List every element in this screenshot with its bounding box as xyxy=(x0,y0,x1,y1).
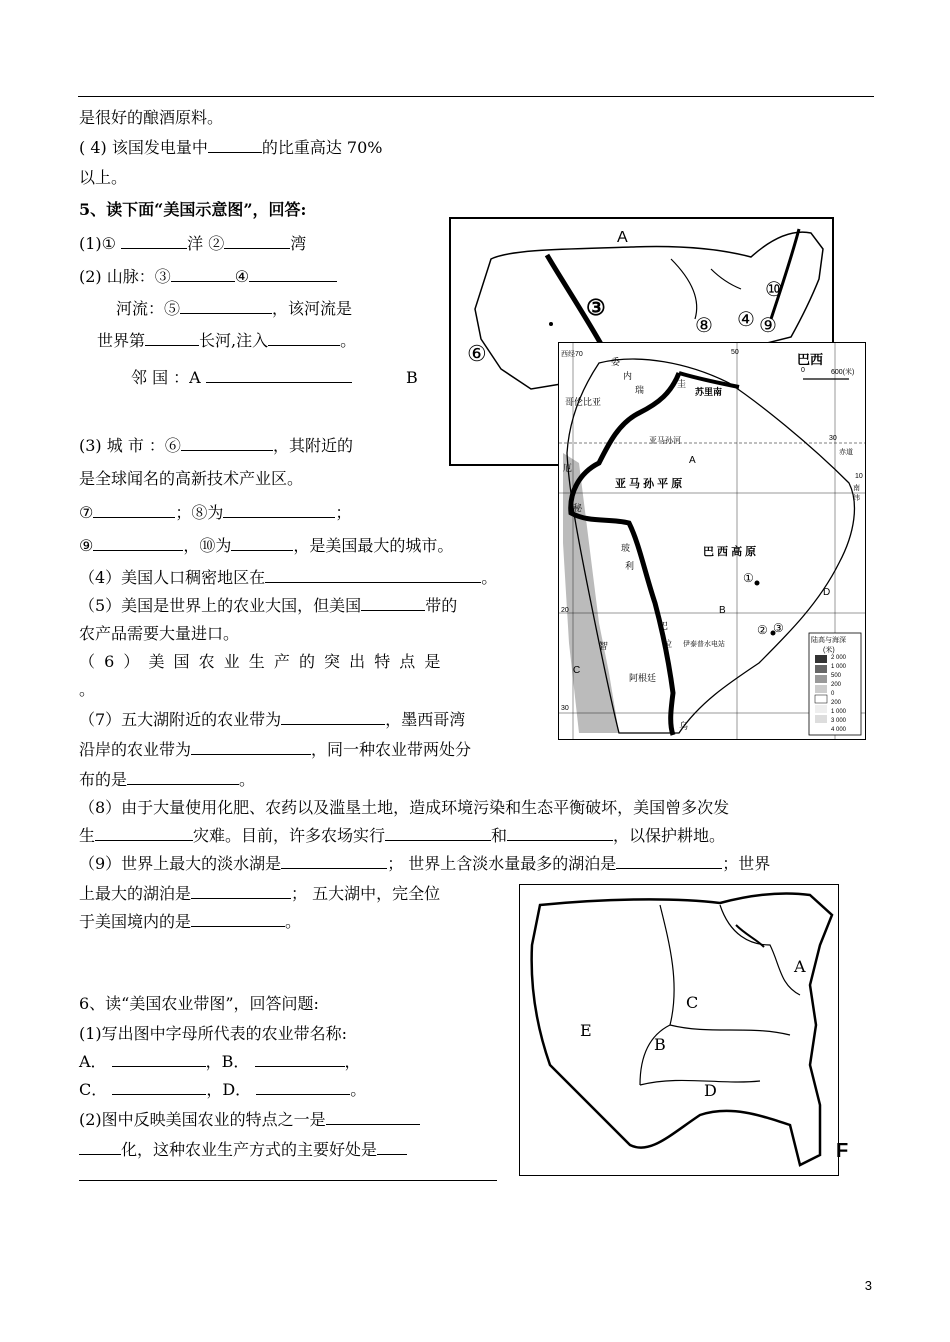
text-line: 布的是 。 xyxy=(79,770,256,789)
scale-max: 600(米) xyxy=(831,369,855,376)
scale-zero: 0 xyxy=(801,367,805,374)
answer-blank[interactable] xyxy=(223,503,335,518)
text-line: （5）美国是世界上的农业大国，但美国 带的 xyxy=(79,596,458,615)
map-label-d: D xyxy=(823,587,831,598)
answer-blank[interactable] xyxy=(112,1080,206,1095)
answer-blank[interactable] xyxy=(112,1052,206,1067)
map-label-b: B xyxy=(719,605,726,616)
region-label: 巴 西 高 原 xyxy=(703,546,757,558)
answer-blank[interactable] xyxy=(93,503,175,518)
answer-blank[interactable] xyxy=(281,710,385,725)
country-label: 巴 xyxy=(659,621,669,631)
map-marker-4: ④ xyxy=(737,309,755,331)
legend-value: 4 000 xyxy=(831,727,847,733)
lat-label: 南纬 xyxy=(853,485,860,502)
country-label: 内 xyxy=(623,371,633,381)
answer-blank[interactable] xyxy=(224,234,290,249)
country-label: 苏里南 xyxy=(695,387,723,397)
text-line: 化，这种农业生产方式的主要好处是 xyxy=(79,1140,407,1160)
answer-blank[interactable] xyxy=(180,299,272,314)
legend-value: 1 000 xyxy=(831,664,847,670)
country-label: 乌 xyxy=(679,721,689,731)
answer-blank[interactable] xyxy=(326,1110,420,1125)
text-line: 沿岸的农业带为 ，同一种农业带两处分 xyxy=(79,740,472,759)
equator-label: 赤道 xyxy=(839,449,853,456)
legend-value: 1 000 xyxy=(831,709,847,715)
legend-title: 陆高与海深 xyxy=(811,637,846,644)
text-line: 上最大的湖泊是 ； 五大湖中，完全位 xyxy=(79,884,441,903)
map-marker-2: ② xyxy=(757,623,768,637)
map-marker-8: ⑧ xyxy=(695,315,713,337)
legend-value: 200 xyxy=(831,682,842,688)
page-number: 3 xyxy=(864,1278,872,1293)
country-label: 委 xyxy=(611,357,621,367)
country-label: 智 xyxy=(599,641,609,651)
answer-blank[interactable] xyxy=(121,234,187,249)
answer-blank[interactable] xyxy=(377,1140,407,1155)
text-line: (2)图中反映美国农业的特点之一是 xyxy=(79,1110,420,1130)
text-line: (2) 山脉：③ ④ xyxy=(79,267,337,287)
brazil-map xyxy=(558,342,866,740)
agri-belt-outline xyxy=(520,885,838,1175)
agri-label-d: D xyxy=(704,1081,717,1100)
map-marker-6: ⑥ xyxy=(467,341,487,366)
answer-blank[interactable] xyxy=(385,826,491,841)
map-marker-3: ③ xyxy=(773,621,784,635)
answer-blank[interactable] xyxy=(231,536,293,551)
answer-blank[interactable] xyxy=(191,884,291,899)
text-line: （8）由于大量使用化肥、农药以及滥垦土地，造成环境污染和生态平衡破坏，美国曾多次发 xyxy=(79,798,730,817)
answer-blank[interactable] xyxy=(249,267,337,282)
header-rule xyxy=(78,96,874,97)
answer-blank[interactable] xyxy=(265,568,481,583)
country-label: 圭 xyxy=(677,379,687,389)
answer-blank[interactable] xyxy=(145,331,199,346)
country-label: 瑞 xyxy=(635,385,645,395)
answer-blank[interactable] xyxy=(268,331,340,346)
agri-label-b: B xyxy=(654,1035,666,1054)
agri-label-f: F xyxy=(836,1140,849,1162)
legend-value: 200 xyxy=(831,700,842,706)
text-line: (1)① 洋 ② 湾 xyxy=(79,234,307,253)
text-line: 是很好的酿酒原料。 xyxy=(79,108,224,127)
answer-blank[interactable] xyxy=(127,770,239,785)
river-label: 亚马孙河 xyxy=(649,436,681,445)
text-line: 生 灾难。目前，许多农场实行 和 ，以保护耕地。 xyxy=(79,826,726,845)
country-label: 厄 xyxy=(563,463,573,473)
answer-blank[interactable] xyxy=(255,1052,345,1067)
country-label: 哥伦比亚 xyxy=(565,397,602,407)
answer-blank[interactable] xyxy=(171,267,235,282)
answer-blank[interactable] xyxy=(507,826,613,841)
lat-label: 10 xyxy=(855,473,863,480)
answer-line[interactable] xyxy=(79,1180,497,1181)
legend-unit: (米) xyxy=(823,647,835,654)
answer-blank[interactable] xyxy=(191,912,285,927)
lon-label: 30 xyxy=(829,435,837,442)
country-label: 玻 xyxy=(621,543,631,553)
answer-blank[interactable] xyxy=(95,826,193,841)
agri-label-a: A xyxy=(794,957,806,976)
map-label-c: C xyxy=(573,665,581,676)
lon-label: 西经70 xyxy=(561,351,583,358)
text-line: 。 xyxy=(79,680,96,699)
lat-label: 20 xyxy=(561,607,569,614)
map-marker-9: ⑨ xyxy=(759,315,777,337)
answer-blank[interactable] xyxy=(616,854,722,869)
country-label: 利 xyxy=(625,561,635,571)
agri-label-e: E xyxy=(580,1021,592,1040)
agri-label-c: C xyxy=(686,993,699,1012)
answer-blank[interactable] xyxy=(361,596,425,611)
agri-belt-map xyxy=(519,884,839,1176)
text-line: 邻 国 ：A xyxy=(131,368,352,388)
country-label: 阿根廷 xyxy=(629,673,657,683)
text-line: C． ，D． 。 xyxy=(79,1080,367,1099)
map-title: 巴西 xyxy=(797,352,824,367)
text-line: A． ，B． ， xyxy=(79,1052,361,1071)
text-line: （9）世界上最大的淡水湖是 ； 世界上含淡水量最多的湖泊是 ；世界 xyxy=(79,854,771,873)
text-line: (3) 城 市 ：⑥ ，其附近的 xyxy=(79,436,353,455)
answer-blank[interactable] xyxy=(93,536,183,551)
answer-blank[interactable] xyxy=(79,1140,121,1155)
lon-label: 50 xyxy=(731,349,739,356)
text-line: 农产品需要大量进口。 xyxy=(79,624,240,643)
text-line: 于美国境内的是 。 xyxy=(79,912,302,931)
legend-value: 500 xyxy=(831,673,842,679)
text-line: ( 4) 该国发电量中 的比重高达 70% xyxy=(79,138,383,157)
map-marker-1: ① xyxy=(743,571,754,585)
text-line: （7）五大湖附近的农业带为 ，墨西哥湾 xyxy=(79,710,466,729)
map-label-a: A xyxy=(617,229,628,246)
legend-value: 2 000 xyxy=(831,655,847,661)
answer-blank[interactable] xyxy=(256,1080,350,1095)
text-line: ⑦ ；⑧为 ； xyxy=(79,503,352,522)
brazil-map-outline xyxy=(559,343,865,739)
region-label: 亚 马 孙 平 原 xyxy=(615,478,683,490)
text-line: ⑨ ，⑩为 ，是美国最大的城市。 xyxy=(79,536,454,555)
question-title: 6、读“美国农业带图”，回答问题: xyxy=(79,994,319,1013)
text-line: (1)写出图中字母所代表的农业带名称: xyxy=(79,1024,348,1043)
answer-blank[interactable] xyxy=(191,740,311,755)
text-line: （4）美国人口稠密地区在 。 xyxy=(79,568,498,587)
text-line: （ 6 ） 美 国 农 业 生 产 的 突 出 特 点 是 xyxy=(79,652,443,671)
answer-blank[interactable] xyxy=(281,854,387,869)
text-line: 河流：⑤ ，该河流是 xyxy=(116,299,353,318)
text-line: 以上。 xyxy=(79,168,128,187)
text-line: 是全球闻名的高新技术产业区。 xyxy=(79,469,304,488)
answer-blank[interactable] xyxy=(181,436,273,451)
map-label-a: A xyxy=(689,455,696,466)
legend-value: 3 000 xyxy=(831,718,847,724)
map-marker-3: ③ xyxy=(586,295,606,320)
question-title: 5、读下面“美国示意图”，回答: xyxy=(79,200,307,219)
legend-value: 0 xyxy=(831,691,835,697)
text-line: B xyxy=(406,368,418,387)
country-label: 秘 xyxy=(573,503,583,513)
map-marker-10: ⑩ xyxy=(765,279,783,301)
station-label: 伊泰普水电站 xyxy=(683,641,725,648)
text-line: 世界第 长河,注入 。 xyxy=(97,331,357,350)
country-label: 拉 xyxy=(663,639,673,649)
lat-label: 30 xyxy=(561,705,569,712)
answer-blank[interactable] xyxy=(206,368,352,383)
answer-blank[interactable] xyxy=(208,138,262,153)
